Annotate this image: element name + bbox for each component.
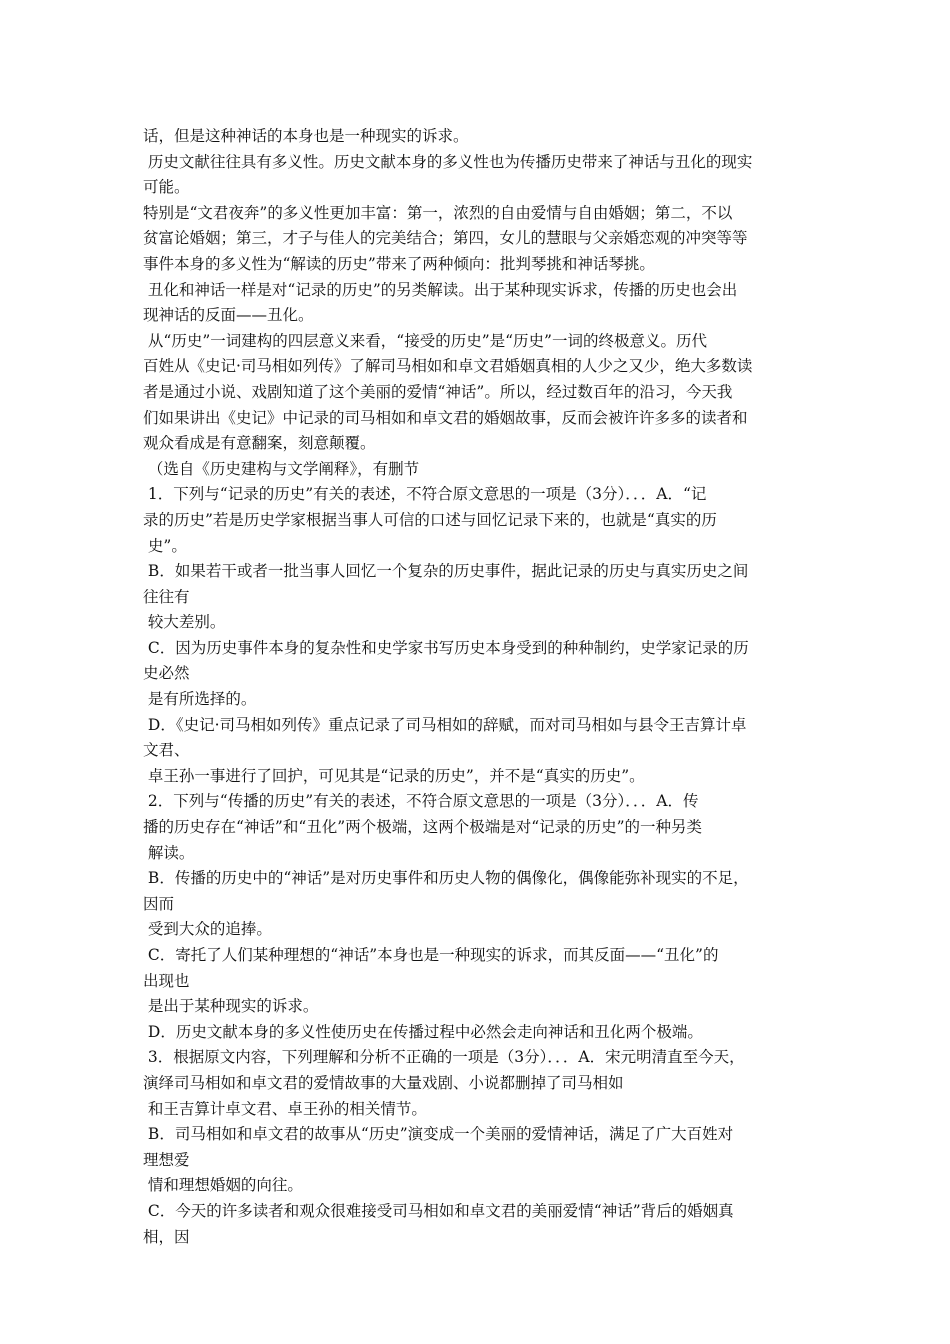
text-line: 文君、 — [143, 741, 190, 760]
document-body — [143, 124, 815, 1250]
source-citation: （选自《历史建构与文学阐释》，有删节 — [143, 459, 420, 478]
text-line: 录的历史”若是历史学家根据当事人可信的口述与回忆记录下来的，也就是“真实的历 — [143, 510, 717, 529]
text-line: 演绎司马相如和卓文君的爱情故事的大量戏剧、小说都删掉了司马相如 — [143, 1073, 624, 1092]
text-line: 受到大众的追捧。 — [143, 920, 272, 939]
text-line: 现神话的反面——丑化。 — [143, 306, 314, 325]
text-line: 是出于某种现实的诉求。 — [143, 997, 319, 1016]
option-d: D．《史记·司马相如列传》重点记录了司马相如的辞赋，而对司马相如与县令王吉算计卓 — [143, 715, 747, 734]
option-b: B．传播的历史中的“神话”是对历史事件和历史人物的偶像化，偶像能弥补现实的不足， — [143, 869, 749, 888]
text-line: 历史文献往往具有多义性。历史文献本身的多义性也为传播历史带来了神话与丑化的现实 — [143, 152, 753, 171]
text-line: 播的历史存在“神话”和“丑化”两个极端，这两个极端是对“记录的历史”的一种另类 — [143, 818, 703, 837]
text-line: 从“历史”一词建构的四层意义来看，“接受的历史”是“历史”一词的终极意义。历代 — [143, 331, 707, 350]
text-line: 是有所选择的。 — [143, 690, 257, 709]
text-line: 因而 — [143, 894, 175, 913]
text-line: 们如果讲出《史记》中记录的司马相如和卓文君的婚姻故事，反而会被许许多多的读者和 — [143, 408, 748, 427]
text-line: 理想爱 — [143, 1150, 190, 1169]
text-line: 史”。 — [143, 536, 187, 555]
text-line: 贫富论婚姻；第三，才子与佳人的完美结合；第四，女儿的慧眼与父亲婚恋观的冲突等等 — [143, 229, 748, 248]
text-line: 可能。 — [143, 178, 190, 197]
text-line: 较大差别。 — [143, 613, 226, 632]
text-line: 丑化和神话一样是对“记录的历史”的另类解读。出于某种现实诉求，传播的历史也会出 — [143, 280, 738, 299]
question-2: 2．下列与“传播的历史”有关的表述，不符合原文意思的一项是（3分）．．．A．传 — [143, 792, 699, 811]
text-line: 者是通过小说、戏剧知道了这个美丽的爱情“神话”。所以，经过数百年的沿习，今天我 — [143, 382, 733, 401]
text-line: 特别是“文君夜奔”的多义性更加丰富：第一，浓烈的自由爱情与自由婚姻；第二，不以 — [143, 203, 733, 222]
text-line: 话，但是这种神话的本身也是一种现实的诉求。 — [143, 127, 469, 145]
text-line: 事件本身的多义性为“解读的历史”带来了两种倾向：批判琴挑和神话琴挑。 — [143, 254, 655, 273]
text-line: 情和理想婚姻的向往。 — [143, 1176, 303, 1195]
text-line: 往往有 — [143, 587, 190, 606]
text-line: 相，因 — [143, 1227, 190, 1246]
text-line: 解读。 — [143, 843, 195, 862]
text-line: 百姓从《史记·司马相如列传》了解司马相如和卓文君婚姻真相的人少之又少，绝大多数读 — [143, 357, 753, 376]
question-3: 3．根据原文内容，下列理解和分析不正确的一项是（3分）．．．A．宋元明清直至今天， — [143, 1048, 745, 1067]
option-c: C．因为历史事件本身的复杂性和史学家书写历史本身受到的种种制约，史学家记录的历 — [143, 638, 749, 657]
text-line: 和王吉算计卓文君、卓王孙的相关情节。 — [143, 1099, 427, 1118]
option-b: B．司马相如和卓文君的故事从“历史”演变成一个美丽的爱情神话，满足了广大百姓对 — [143, 1125, 734, 1144]
question-1: 1．下列与“记录的历史”有关的表述，不符合原文意思的一项是（3分）．．．A．“记 — [143, 485, 707, 504]
text-line: 卓王孙一事进行了回护，可见其是“记录的历史”，并不是“真实的历史”。 — [143, 766, 645, 785]
option-d: D．历史文献本身的多义性使历史在传播过程中必然会走向神话和丑化两个极端。 — [143, 1022, 703, 1041]
option-b: B．如果若干或者一批当事人回忆一个复杂的历史事件，据此记录的历史与真实历史之间 — [143, 562, 749, 581]
text-line: 史必然 — [143, 664, 190, 683]
option-c: C．寄托了人们某种理想的“神话”本身也是一种现实的诉求，而其反面——“丑化”的 — [143, 946, 719, 964]
text-line: 出现也 — [143, 971, 190, 990]
text-line: 观众看成是有意翻案，刻意颠覆。 — [143, 434, 376, 453]
option-c: C．今天的许多读者和观众很难接受司马相如和卓文君的美丽爱情“神话”背后的婚姻真 — [143, 1201, 734, 1220]
